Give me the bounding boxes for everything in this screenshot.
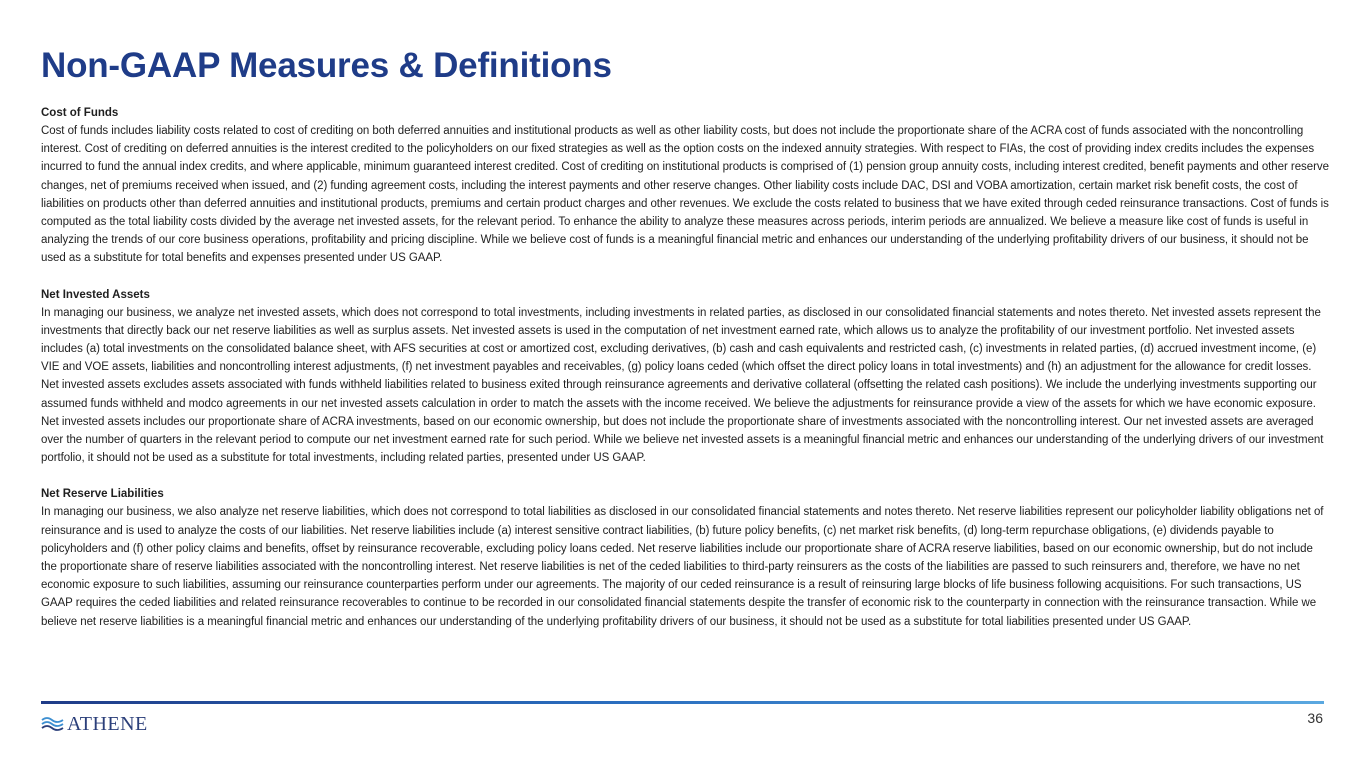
athene-logo [41, 712, 148, 736]
section-heading: Cost of Funds [41, 107, 119, 119]
section-body: Cost of funds includes liability costs related to cost of crediting on both deferred annuities and institutional products as well as other liability costs, but does not include the proportionate share of the ACRA cost of funds associated with the noncontrolling interest. Cost of crediting on deferred annuities is the interest credited to the policyholders on our fixed strategies as well as the option costs on the indexed annuity strategies. With respect to FIAs, the cost of providing index credits includes the expenses incurred to fund the annual index credits, and where applicable, minimum guaranteed interest credited. Cost of crediting on institutional products is comprised of (1) pension group annuity costs, including interest credited, benefit payments and other reserve changes, net of premiums received when issued, and (2) funding agreement costs, including the interest payments and other reserve changes. Other liability costs include DAC, DSI and VOBA amortization, certain market risk benefit costs, the cost of liabilities on products other than deferred annuities and institutional products, premiums and certain product charges and other revenues. We exclude the costs related to business that we have exited through ceded reinsurance transactions. Cost of funds is computed as the total liability costs divided by the average net invested assets, for the relevant period. To enhance the ability to analyze these measures across periods, interim periods are annualized. We believe a measure like cost of funds is useful in analyzing the trends of our core business operations, profitability and pricing discipline. While we believe cost of funds is a meaningful financial metric and enhances our understanding of the underlying profitability drivers of our business, it should not be used as a substitute for total benefits and expenses presented under US GAAP. [41, 125, 1329, 265]
wave-logo-icon [41, 715, 65, 733]
section-body: In managing our business, we analyze net invested assets, which does not correspond to total investments, including investments in related parties, as disclosed in our consolidated financial statements and notes thereto. Net invested assets represent the investments that directly back our net reserve liabilities as well as surplus assets. Net invested assets is used in the computation of net investment earned rate, which allows us to analyze the profitability of our investment portfolio. Net invested assets includes (a) total investments on the consolidated balance sheet, with AFS securities at cost or amortized cost, excluding derivatives, (b) cash and cash equivalents and restricted cash, (c) investments in related parties, (d) accrued investment income, (e) VIE and VOE assets, liabilities and noncontrolling interest adjustments, (f) net investment payables and receivables, (g) policy loans ceded (which offset the direct policy loans in total investments) and (h) an adjustment for the allowance for credit losses. Net invested assets excludes assets associated with funds withheld liabilities related to business exited through reinsurance agreements and derivative collateral (offsetting the related cash positions). We include the underlying investments supporting our assumed funds withheld and modco agreements in our net invested assets calculation in order to match the assets with the income received. We believe the adjustments for reinsurance provide a view of the assets for which we have economic exposure. Net invested assets includes our proportionate share of ACRA investments, based on our economic ownership, but does not include the proportionate share of investments associated with the noncontrolling interest. Our net invested assets are averaged over the number of quarters in the relevant period to compute our net investment earned rate for such period. While we believe net invested assets is a meaningful financial metric and enhances our understanding of the underlying drivers of our investment portfolio, it should not be used as a substitute for total investments, including related parties, presented under US GAAP. [41, 306, 1324, 465]
footer-divider [41, 701, 1324, 704]
definitions-content [41, 104, 1331, 649]
page-number: 36 [1307, 710, 1323, 726]
logo-text: ATHENE [67, 713, 148, 735]
slide-title: Non-GAAP Measures & Definitions [41, 46, 612, 85]
section-heading: Net Reserve Liabilities [41, 488, 164, 501]
section-heading: Net Invested Assets [41, 288, 150, 301]
section-net-invested-assets [41, 286, 1331, 468]
section-body: In managing our business, we also analyze net reserve liabilities, which does not correspond to total liabilities as disclosed in our consolidated financial statements and notes thereto. Net reserve liabilities represent our policyholder liability obligations net of reinsurance and is used to analyze the costs of our liabilities. Net reserve liabilities include (a) interest sensitive contract liabilities, (b) future policy benefits, (c) net market risk benefits, (d) long-term repurchase obligations, (e) dividends payable to policyholders and (f) other policy claims and benefits, offset by reinsurance recoverable, excluding policy loans ceded. Net reserve liabilities include our proportionate share of ACRA reserve liabilities, based on our economic ownership, but do not include the proportionate share of reserve liabilities associated with the noncontrolling interest. Net reserve liabilities is net of the ceded liabilities to third-party reinsurers as the costs of the liabilities are passed to such reinsurers and, therefore, we have no net economic exposure to such liabilities, assuming our reinsurance counterparties perform under our agreements. The majority of our ceded reinsurance is a result of reinsuring large blocks of life business following acquisitions. For such transactions, US GAAP requires the ceded liabilities and related reinsurance recoverables to continue to be recorded in our consolidated financial statements despite the transfer of economic risk to the counterparty in connection with the reinsurance transaction. While we believe net reserve liabilities is a meaningful financial metric and enhances our understanding of the underlying profitability drivers of our business, it should not be used as a substitute for total liabilities presented under US GAAP. [41, 506, 1324, 628]
section-cost-of-funds [41, 104, 1331, 268]
section-net-reserve-liabilities [41, 485, 1331, 630]
